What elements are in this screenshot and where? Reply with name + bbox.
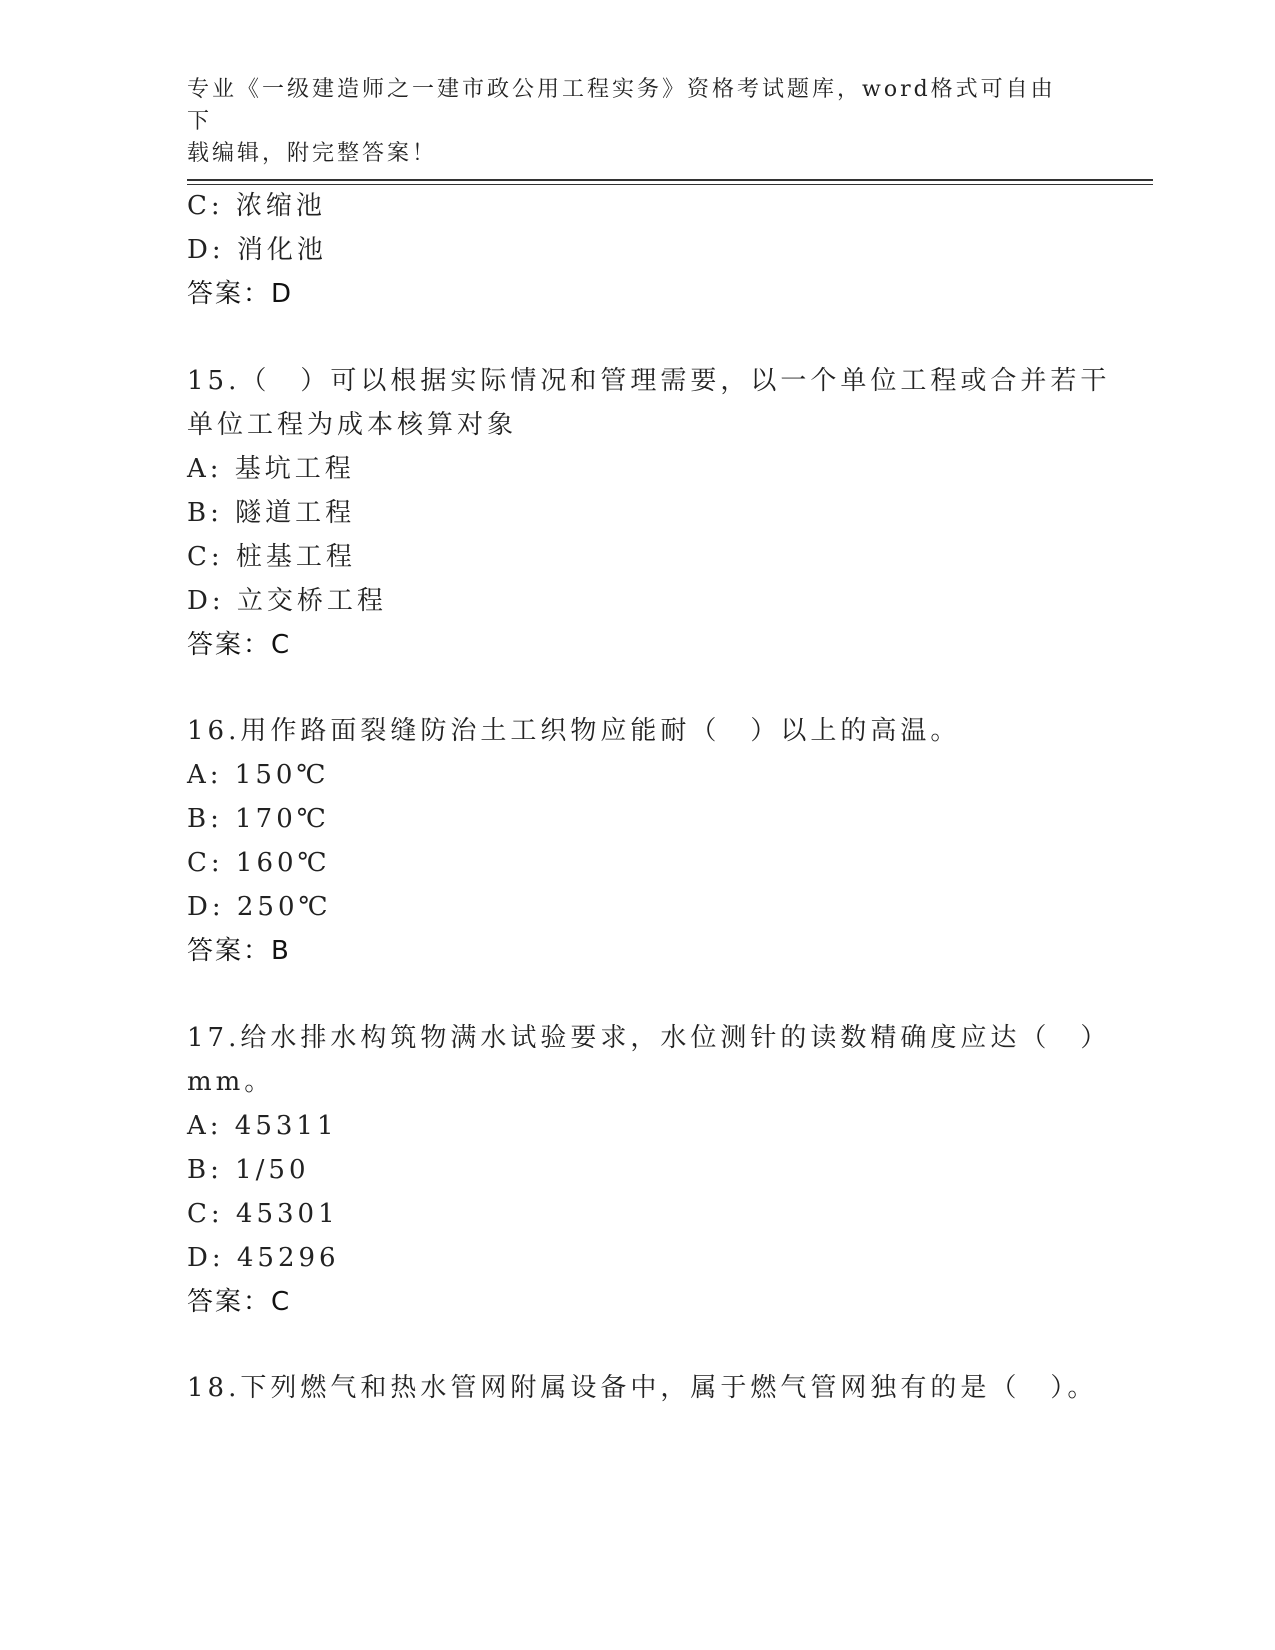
q17-stem-line-1: 17.给水排水构筑物满水试验要求，水位测针的读数精确度应达（ ） <box>187 1023 1111 1053</box>
q17-stem-line-2: mm。 <box>187 1067 275 1097</box>
q14-answer: 答案：D <box>187 279 294 309</box>
q15-option-c: C: 桩基工程 <box>187 542 356 572</box>
header-line-2: 载编辑，附完整答案！ <box>187 141 438 166</box>
header-rule-thin <box>187 184 1153 185</box>
q15-option-d: D: 立交桥工程 <box>187 586 387 616</box>
q14-option-c: C: 浓缩池 <box>187 191 326 221</box>
q15-stem-line-1: 15.（ ）可以根据实际情况和管理需要，以一个单位工程或合并若干 <box>187 366 1111 396</box>
q16-answer: 答案：B <box>187 936 291 966</box>
q14-option-d: D: 消化池 <box>187 235 327 265</box>
q18-stem-line-1: 18.下列燃气和热水管网附属设备中，属于燃气管网独有的是（ ）。 <box>187 1373 1098 1403</box>
q16-option-a: A: 150℃ <box>187 760 330 790</box>
header-line-1: 专业《一级建造师之一建市政公用工程实务》资格考试题库，word格式可自由下 <box>187 77 1056 134</box>
q17-option-b: B: 1/50 <box>187 1155 310 1185</box>
q17-answer: 答案：C <box>187 1287 292 1317</box>
q15-option-a: A: 基坑工程 <box>187 454 355 484</box>
document-header <box>187 74 1067 170</box>
q16-option-b: B: 170℃ <box>187 804 330 834</box>
q15-option-b: B: 隧道工程 <box>187 498 356 528</box>
q17-option-a: A: 45311 <box>187 1111 338 1141</box>
q15-stem-line-2: 单位工程为成本核算对象 <box>187 410 518 440</box>
q16-option-d: D: 250℃ <box>187 892 332 922</box>
q17-option-c: C: 45301 <box>187 1199 339 1229</box>
q15-answer: 答案：C <box>187 630 292 660</box>
q16-stem-line-1: 16.用作路面裂缝防治土工织物应能耐（ ）以上的高温。 <box>187 716 961 746</box>
header-rule-thick <box>187 179 1153 181</box>
q16-option-c: C: 160℃ <box>187 848 331 878</box>
q17-option-d: D: 45296 <box>187 1243 340 1273</box>
